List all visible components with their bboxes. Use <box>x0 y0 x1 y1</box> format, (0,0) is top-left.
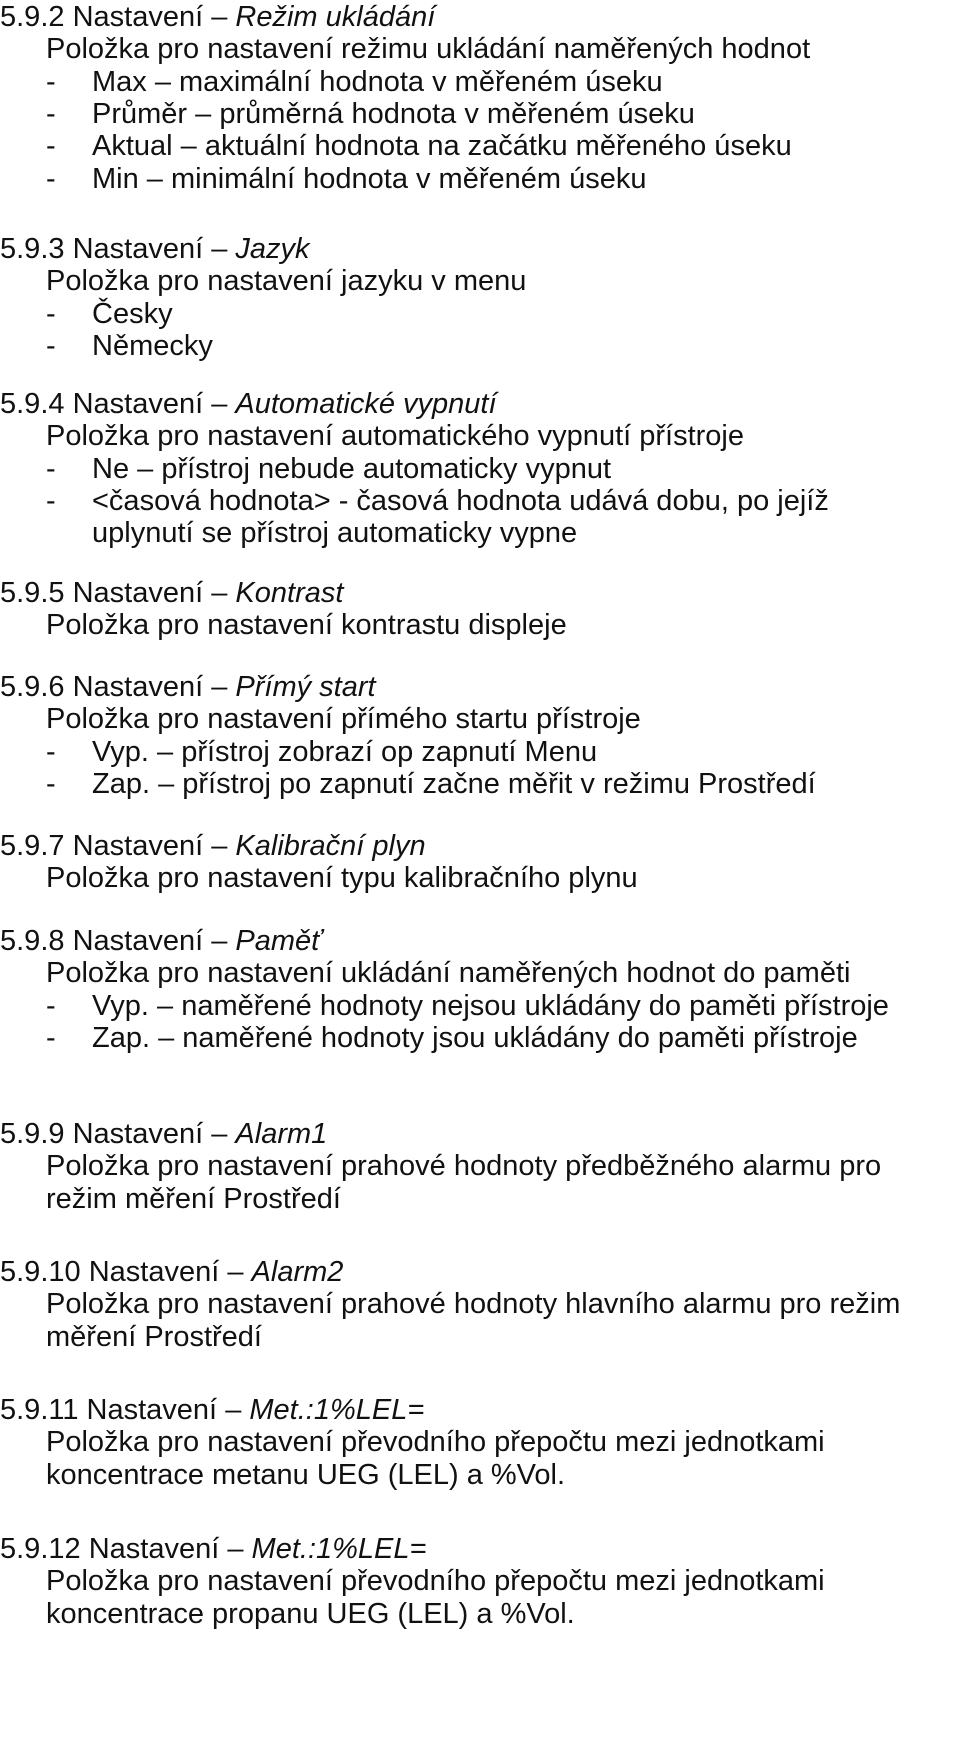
section-label: Nastavení <box>72 671 204 703</box>
section-label: Nastavení <box>88 1256 220 1288</box>
section-number: 5.9.3 <box>0 233 65 265</box>
section-number: 5.9.7 <box>0 830 65 862</box>
section-dash: – <box>227 1256 244 1288</box>
section-description: Položka pro nastavení ukládání naměřených hodnot do paměti <box>46 957 851 990</box>
section-dash: – <box>227 1533 244 1565</box>
list-item <box>46 452 611 486</box>
section-dash: – <box>211 233 228 265</box>
section-dash: – <box>211 1118 228 1150</box>
section-number: 5.9.10 <box>0 1256 81 1288</box>
section-description: Položka pro nastavení typu kalibračního plynu <box>46 862 638 895</box>
section-number: 5.9.4 <box>0 388 65 420</box>
section-heading <box>0 829 426 863</box>
section-heading <box>0 1393 424 1427</box>
list-bullet: - <box>46 452 56 485</box>
section-description: režim měření Prostředí <box>46 1182 341 1215</box>
list-bullet: - <box>46 297 56 330</box>
list-item-text: Zap. – přístroj po zapnutí začne měřit v režimu Prostředí <box>92 767 816 800</box>
section-heading <box>0 232 310 266</box>
section-description: Položka pro nastavení prahové hodnoty hlavního alarmu pro režim <box>46 1288 901 1321</box>
section-number: 5.9.8 <box>0 925 65 957</box>
section-label: Nastavení <box>88 1533 220 1565</box>
section-label: Nastavení <box>72 388 204 420</box>
section-number: 5.9.2 <box>0 1 65 33</box>
section-number: 5.9.12 <box>0 1533 81 1565</box>
section-dash: – <box>211 671 228 703</box>
list-item-text: Vyp. – naměřené hodnoty nejsou ukládány do paměti přístroje <box>92 989 889 1022</box>
section-description: koncentrace metanu UEG (LEL) a %Vol. <box>46 1458 566 1491</box>
section-description: Položka pro nastavení převodního přepočtu mezi jednotkami <box>46 1565 825 1598</box>
section-heading <box>0 924 321 958</box>
section-description: Položka pro nastavení automatického vypnutí přístroje <box>46 420 744 453</box>
section-title: Kalibrační plyn <box>235 830 426 862</box>
section-description: měření Prostředí <box>46 1320 262 1353</box>
list-item <box>46 297 173 331</box>
list-item-text: Průměr – průměrná hodnota v měřeném úseku <box>92 97 695 130</box>
section-title: Jazyk <box>235 233 310 265</box>
section-label: Nastavení <box>72 1 204 33</box>
section-heading <box>0 0 435 34</box>
list-item-continuation: uplynutí se přístroj automaticky vypne <box>92 517 578 550</box>
list-bullet: - <box>46 989 56 1022</box>
section-heading <box>0 1117 327 1151</box>
list-item <box>46 484 829 518</box>
section-heading <box>0 387 497 421</box>
section-label: Nastavení <box>72 925 204 957</box>
section-title: Režim ukládání <box>235 1 436 33</box>
list-bullet: - <box>46 735 56 768</box>
list-item <box>46 65 663 99</box>
list-item-text: Česky <box>92 297 173 330</box>
section-dash: – <box>211 830 228 862</box>
section-title: Alarm2 <box>251 1256 344 1288</box>
section-dash: – <box>211 577 228 609</box>
section-label: Nastavení <box>72 233 204 265</box>
list-item-text: Min – minimální hodnota v měřeném úseku <box>92 162 647 195</box>
section-heading <box>0 1532 426 1566</box>
section-title: Automatické vypnutí <box>235 388 497 420</box>
list-item <box>46 162 646 196</box>
list-bullet: - <box>46 767 56 800</box>
list-item-text: Zap. – naměřené hodnoty jsou ukládány do paměti přístroje <box>92 1021 858 1054</box>
section-description: Položka pro nastavení režimu ukládání naměřených hodnot <box>46 33 811 66</box>
list-item-text: Max – maximální hodnota v měřeném úseku <box>92 65 663 98</box>
list-bullet: - <box>46 1021 56 1054</box>
section-label: Nastavení <box>72 1118 204 1150</box>
list-item-text: Německy <box>92 329 213 362</box>
list-item <box>46 129 792 163</box>
list-item <box>46 329 213 363</box>
list-bullet: - <box>46 97 56 130</box>
section-description: koncentrace propanu UEG (LEL) a %Vol. <box>46 1597 575 1630</box>
section-description: Položka pro nastavení převodního přepočtu mezi jednotkami <box>46 1426 825 1459</box>
section-title: Met.:1%LEL= <box>249 1394 425 1426</box>
section-title: Alarm1 <box>235 1118 328 1150</box>
section-label: Nastavení <box>86 1394 218 1426</box>
list-item-text: <časová hodnota> - časová hodnota udává dobu, po jejíž <box>92 484 829 517</box>
section-description: Položka pro nastavení přímého startu přístroje <box>46 703 641 736</box>
section-title: Kontrast <box>235 577 344 609</box>
list-item <box>46 97 695 131</box>
section-heading <box>0 1255 343 1289</box>
list-item-text: Aktual – aktuální hodnota na začátku měřeného úseku <box>92 130 792 163</box>
section-number: 5.9.9 <box>0 1118 65 1150</box>
list-item <box>46 1021 858 1055</box>
section-description: Položka pro nastavení kontrastu displeje <box>46 609 567 642</box>
list-item <box>46 989 889 1023</box>
section-heading <box>0 670 376 704</box>
section-description: Položka pro nastavení jazyku v menu <box>46 265 527 298</box>
section-title: Met.:1%LEL= <box>251 1533 427 1565</box>
section-heading <box>0 576 343 610</box>
section-title: Přímý start <box>235 671 376 703</box>
section-number: 5.9.6 <box>0 671 65 703</box>
list-item-text: Vyp. – přístroj zobrazí op zapnutí Menu <box>92 735 598 768</box>
list-item <box>46 767 816 801</box>
section-number: 5.9.5 <box>0 577 65 609</box>
list-bullet: - <box>46 65 56 98</box>
section-label: Nastavení <box>72 830 204 862</box>
section-dash: – <box>225 1394 242 1426</box>
list-item-text: Ne – přístroj nebude automaticky vypnut <box>92 452 612 485</box>
section-number: 5.9.11 <box>0 1394 79 1426</box>
section-dash: – <box>211 925 228 957</box>
list-bullet: - <box>46 162 56 195</box>
section-description: Položka pro nastavení prahové hodnoty předběžného alarmu pro <box>46 1150 882 1183</box>
section-dash: – <box>211 388 228 420</box>
section-title: Paměť <box>235 925 322 957</box>
list-bullet: - <box>46 484 56 517</box>
list-bullet: - <box>46 329 56 362</box>
list-bullet: - <box>46 130 56 163</box>
list-item <box>46 735 597 769</box>
section-label: Nastavení <box>72 577 204 609</box>
section-dash: – <box>211 1 228 33</box>
